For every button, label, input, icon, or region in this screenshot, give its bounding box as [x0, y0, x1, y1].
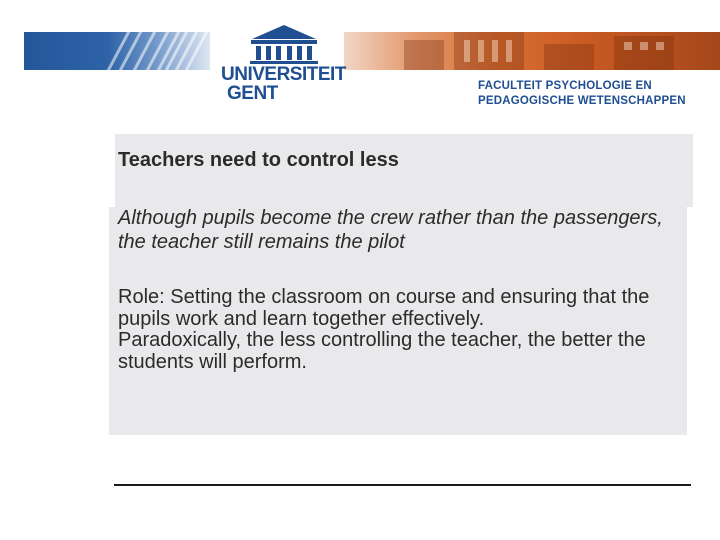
footer-divider: [114, 484, 691, 486]
body-paragraph-role: Role: Setting the classroom on course and ensuring that the pupils work and learn together effectively.: [118, 286, 650, 330]
slide-title: Teachers need to control less: [118, 149, 399, 171]
faculty-name-line1: FACULTEIT PSYCHOLOGIE EN: [478, 80, 652, 92]
body-paragraph-paradox: Paradoxically, the less controlling the teacher, the better the students will perform.: [118, 329, 646, 373]
university-name-line2: GENT: [227, 83, 278, 104]
slide-subtitle: Although pupils become the crew rather than the passengers, the teacher still remains the pilot: [118, 207, 663, 253]
slide-body: [118, 287, 683, 373]
header-banner-blue: [24, 32, 210, 70]
university-name: [221, 65, 345, 103]
header-banner-photo: [344, 32, 720, 70]
faculty-name-line2: PEDAGOGISCHE WETENSCHAPPEN: [478, 94, 686, 107]
faculty-name: [478, 79, 708, 108]
university-name-line1: UNIVERSITEIT: [221, 64, 346, 85]
